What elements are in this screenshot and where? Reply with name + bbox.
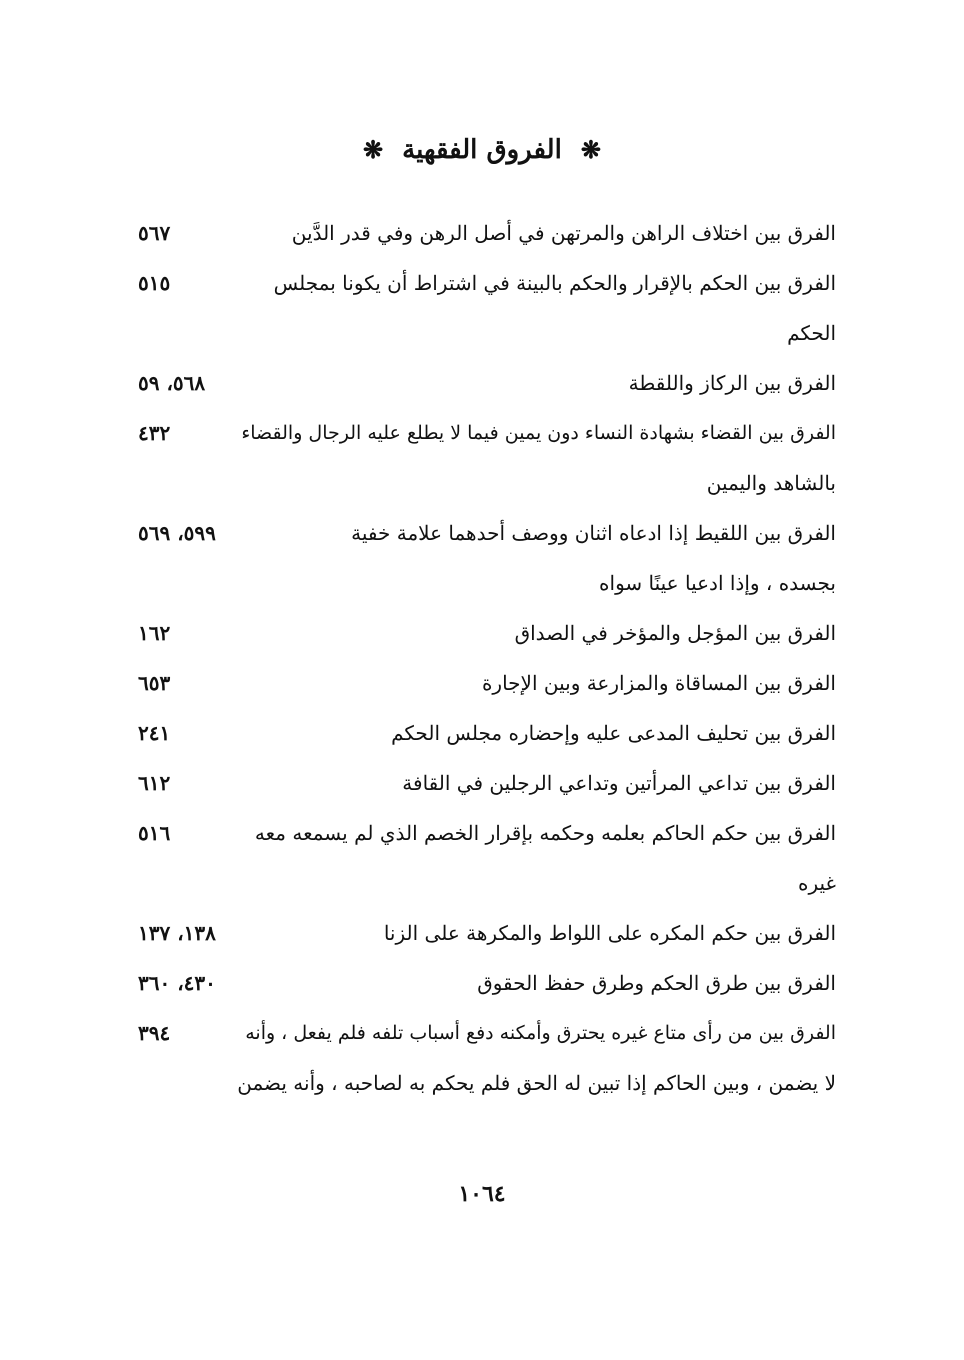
entry-page-refs: ٥١٦: [138, 821, 171, 845]
index-entry: [130, 508, 836, 608]
entry-page-refs: ٥٩٩، ٥٦٩: [138, 521, 216, 545]
entry-first-line: [130, 708, 836, 758]
entry-first-line: [130, 1008, 836, 1058]
entry-page-refs: ٢٤١: [138, 721, 171, 745]
entry-page-refs: ٦١٢: [138, 771, 171, 795]
entry-first-line: [130, 608, 836, 658]
entry-page-refs: ٤٣٢: [138, 421, 171, 445]
entry-page-refs: ٥٦٨، ٥٩: [138, 371, 206, 395]
heading-star-right: ❋: [580, 135, 601, 164]
entry-continuation: بالشاهد واليمين: [706, 471, 836, 495]
entry-first-line: [130, 808, 836, 858]
index-entry: [130, 358, 836, 408]
index-entry: [130, 908, 836, 958]
index-entry: [130, 258, 836, 358]
index-entry: [130, 658, 836, 708]
index-entry: [130, 1008, 836, 1108]
entry-text: الفرق بين المساقاة والمزارعة وبين الإجارة: [481, 671, 836, 695]
entry-first-line: [130, 208, 836, 258]
entry-first-line: [130, 658, 836, 708]
entry-first-line: [130, 758, 836, 808]
entry-first-line: [130, 908, 836, 958]
page-title-text: الفروق الفقهية: [402, 135, 562, 165]
index-entry: [130, 408, 836, 508]
entry-page-refs: ١٦٢: [138, 621, 171, 645]
entry-page-refs: ٤٣٠، ٣٦٠: [138, 971, 216, 995]
entry-continuation: غيره: [797, 871, 836, 895]
entry-first-line: [130, 258, 836, 308]
heading-star-left: ❋: [363, 135, 384, 164]
entry-text: الفرق بين حكم المكره على اللواط والمكرهة على الزنا: [383, 921, 836, 945]
entry-text: الفرق بين القضاء بشهادة النساء دون يمين فيما لا يطلع عليه الرجال والقضاء: [241, 422, 836, 444]
index-entry: [130, 808, 836, 908]
entry-text: الفرق بين المؤجل والمؤخر في الصداق: [514, 621, 836, 645]
entry-continuation: الحكم: [787, 321, 836, 345]
entry-text: الفرق بين تحليف المدعى عليه وإحضاره مجلس الحكم: [391, 721, 836, 745]
entry-text: الفرق بين حكم الحاكم بعلمه وحكمه بإقرار الخصم الذي لم يسمعه معه: [254, 821, 836, 845]
entry-page-refs: ٣٩٤: [138, 1021, 171, 1045]
entry-text: الفرق بين من رأى متاع غيره يحترق وأمكنه دفع أسباب تلفه فلم يفعل ، وأنه: [245, 1022, 836, 1044]
entry-page-refs: ٦٥٣: [138, 671, 171, 695]
entry-page-refs: ٥٦٧: [138, 221, 171, 245]
index-entry: [130, 958, 836, 1008]
entry-page-refs: ٥١٥: [138, 271, 171, 295]
entry-text: الفرق بين اللقيط إذا ادعاه اثنان ووصف أحدهما علامة خفية: [351, 521, 836, 545]
entry-first-line: [130, 958, 836, 1008]
entry-first-line: [130, 508, 836, 558]
entry-text: الفرق بين تداعي المرأتين وتداعي الرجلين في القافة: [402, 771, 836, 795]
entry-page-refs: ١٣٨، ١٣٧: [138, 921, 216, 945]
entry-continuation: بجسده ، وإذا ادعيا عينًا سواه: [599, 571, 836, 595]
entry-text: الفرق بين الحكم بالإقرار والحكم بالبينة في اشتراط أن يكونا بمجلس: [273, 271, 836, 295]
page-title: [0, 130, 964, 170]
page-number: ١٠٦٤: [458, 1181, 506, 1207]
index-entry: [130, 758, 836, 808]
entry-text: الفرق بين اختلاف الراهن والمرتهن في أصل الرهن وفي قدر الدَّين: [291, 221, 836, 245]
entry-continuation: لا يضمن ، وبين الحاكم إذا تبين له الحق فلم يحكم به لصاحبه ، وأنه يضمن: [237, 1071, 836, 1095]
entry-first-line: [130, 408, 836, 458]
entry-first-line: [130, 358, 836, 408]
index-entry: [130, 708, 836, 758]
index-entry: [130, 608, 836, 658]
index-entries-list: [130, 208, 836, 1108]
entry-text: الفرق بين الركاز واللقطة: [628, 371, 836, 395]
entry-text: الفرق بين طرق الحكم وطرق حفظ الحقوق: [477, 971, 836, 995]
index-entry: [130, 208, 836, 258]
